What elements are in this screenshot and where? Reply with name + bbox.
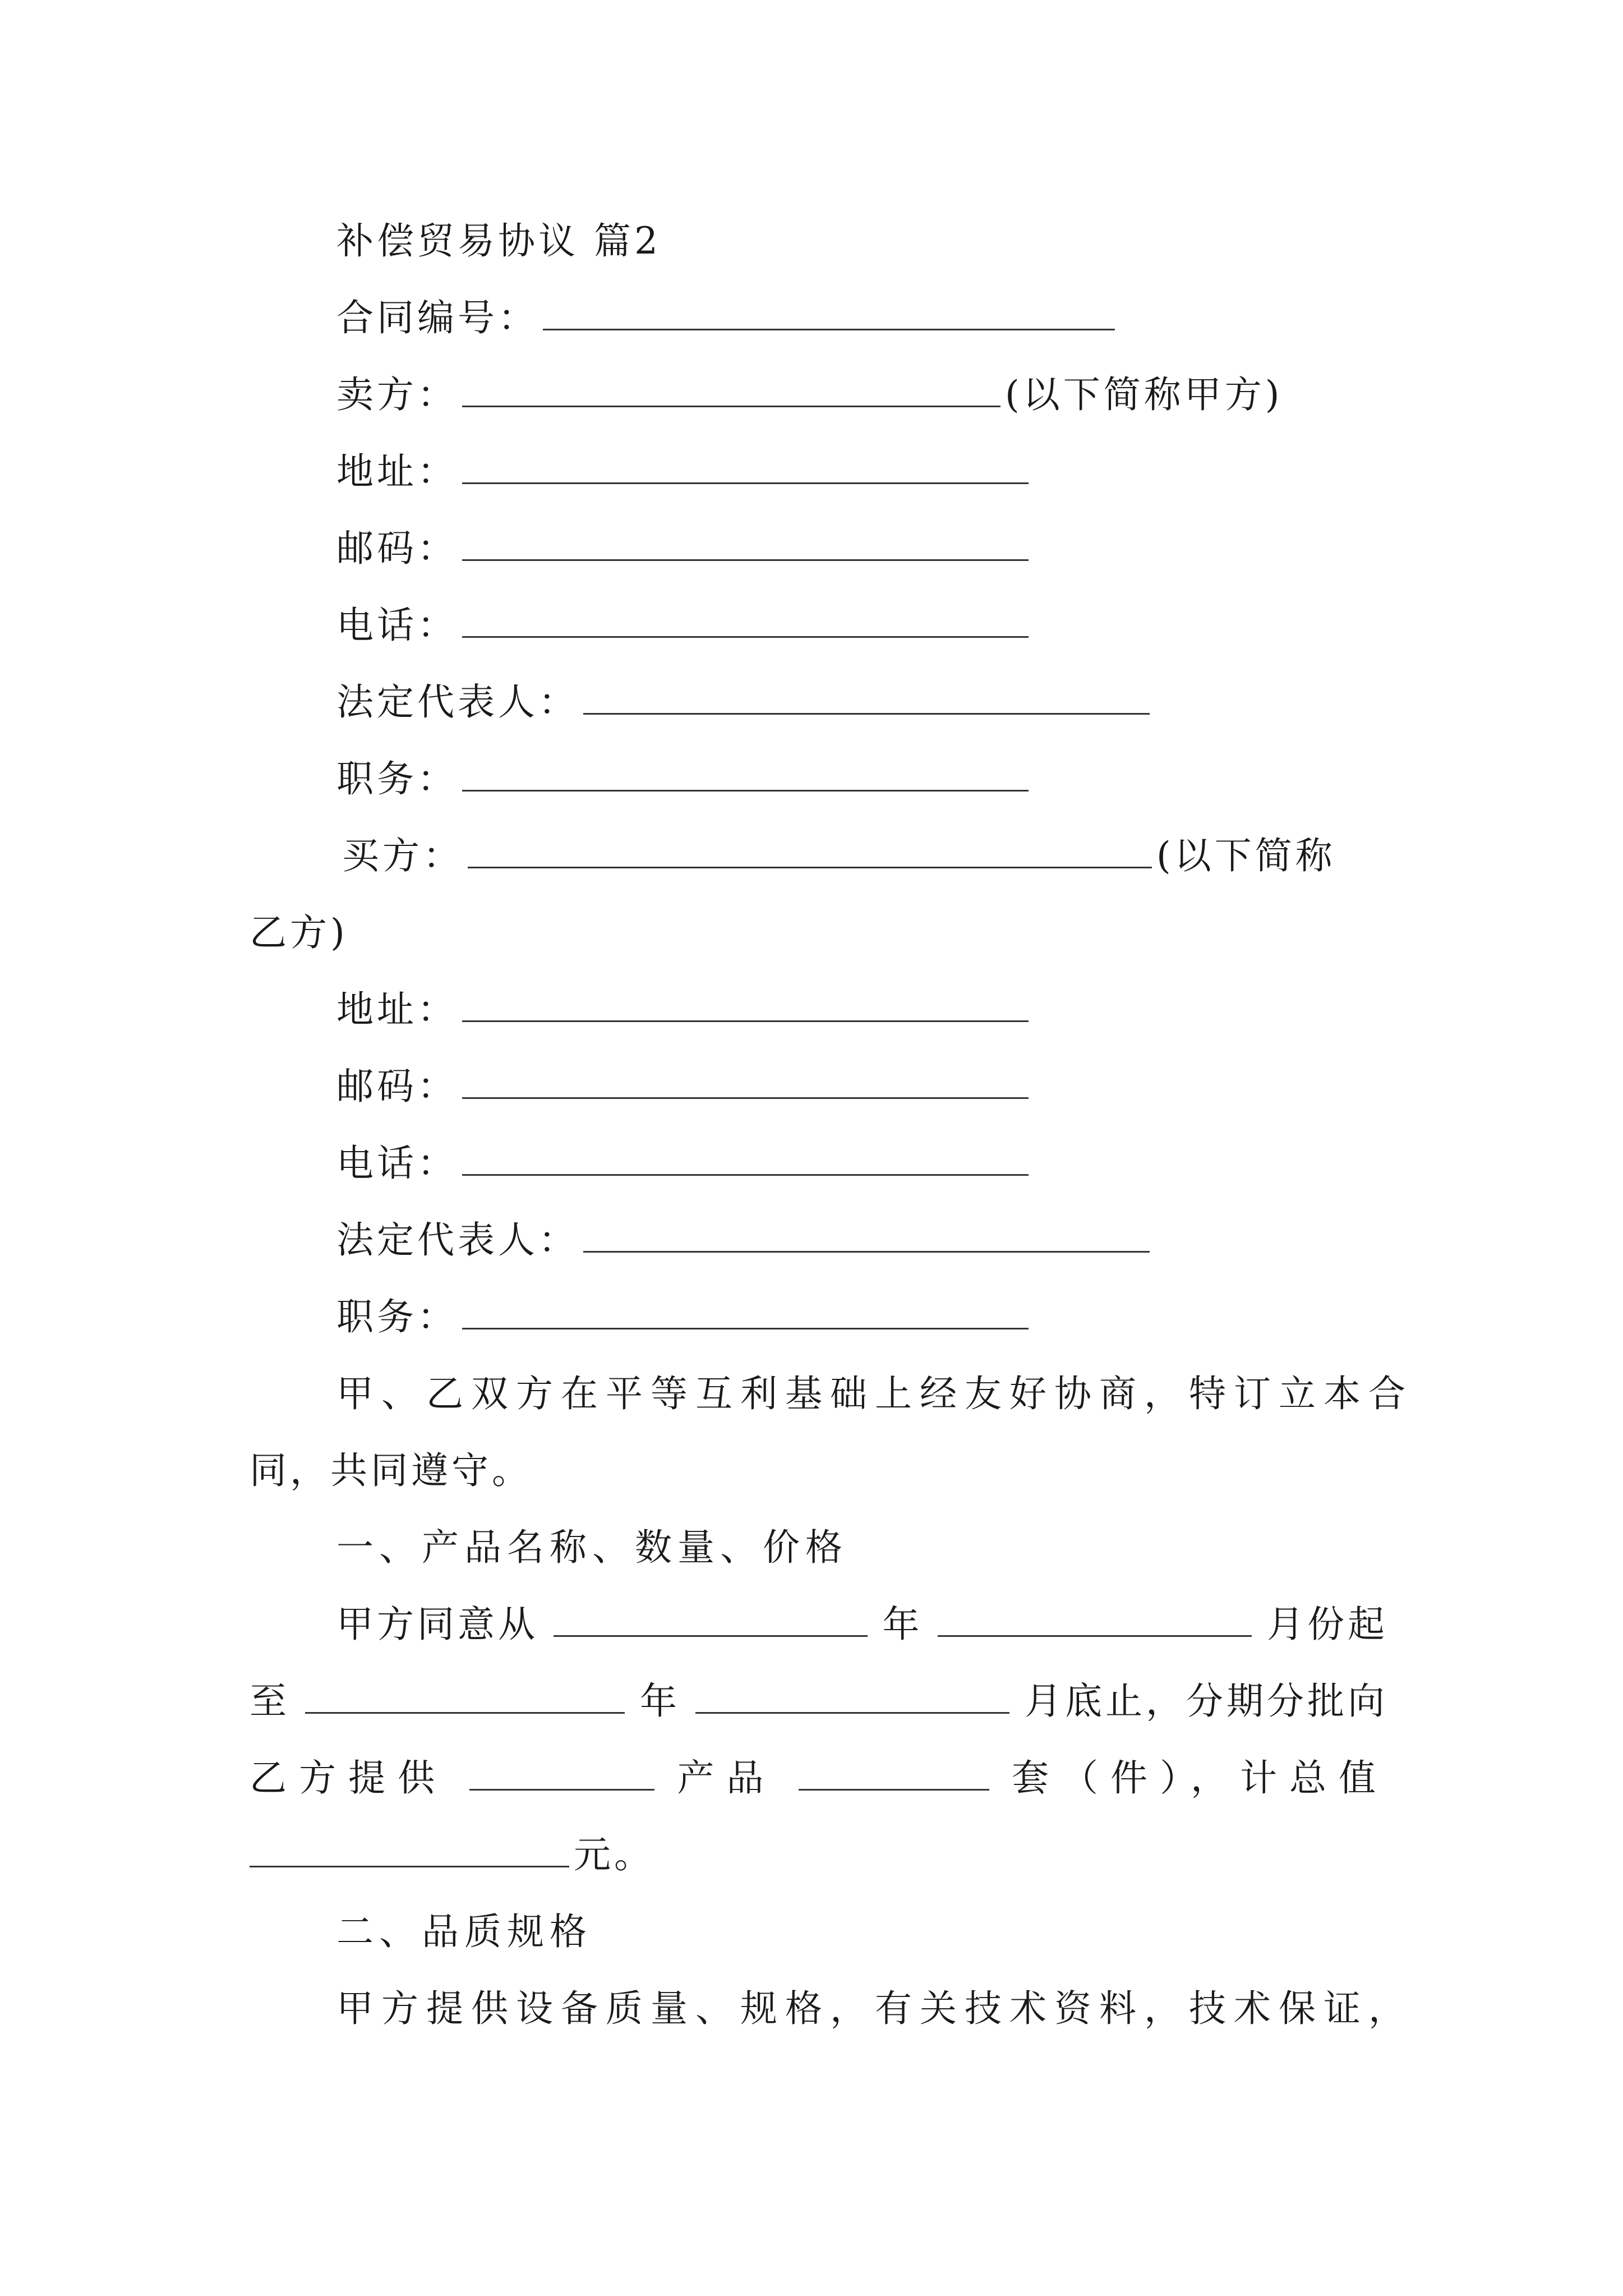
seller-position-label: 职务： bbox=[336, 757, 458, 800]
buyer-position-row bbox=[336, 1292, 1033, 1342]
seller-label: 卖方： bbox=[336, 373, 458, 416]
s1-product-label: 产品 bbox=[677, 1756, 776, 1800]
section1-heading: 一、产品名称、数量、价格 bbox=[336, 1526, 848, 1569]
seller-zip-row bbox=[336, 523, 1033, 574]
s1-product-blank[interactable] bbox=[469, 1755, 654, 1791]
s1-year-label-2: 年 bbox=[640, 1680, 680, 1723]
buyer-position-label: 职务： bbox=[336, 1295, 458, 1338]
seller-rep-blank[interactable] bbox=[583, 679, 1150, 715]
s1-supply-label: 乙方提供 bbox=[250, 1756, 447, 1800]
seller-row bbox=[336, 370, 1283, 420]
seller-address-blank[interactable] bbox=[462, 449, 1029, 484]
s1-total-label: 套（件），计总值 bbox=[1012, 1756, 1388, 1800]
buyer-row bbox=[342, 831, 1336, 881]
s1-month-end-label: 月底止，分期分批向 bbox=[1025, 1680, 1388, 1723]
seller-rep-label: 法定代表人： bbox=[336, 680, 579, 724]
seller-phone-label: 电话： bbox=[336, 604, 458, 647]
seller-address-row bbox=[336, 447, 1033, 497]
buyer-phone-blank[interactable] bbox=[462, 1140, 1029, 1176]
s1-month-start-label: 月份起 bbox=[1267, 1603, 1388, 1646]
buyer-name-blank[interactable] bbox=[468, 833, 1152, 868]
section1-line-4 bbox=[250, 1830, 654, 1880]
section2-line-1: 甲方提供设备质量、规格，有关技术资料，技术保证， bbox=[336, 1987, 1413, 2030]
seller-position-blank[interactable] bbox=[462, 756, 1029, 792]
seller-address-label: 地址： bbox=[336, 450, 458, 493]
contract-no-row bbox=[336, 293, 1119, 343]
section1-line-3 bbox=[250, 1753, 1388, 1803]
s1-quantity-blank[interactable] bbox=[799, 1755, 989, 1791]
seller-zip-blank[interactable] bbox=[462, 526, 1029, 561]
seller-suffix: (以下简称甲方) bbox=[1005, 373, 1283, 416]
buyer-label: 买方： bbox=[342, 834, 463, 877]
buyer-address-label: 地址： bbox=[336, 988, 458, 1031]
buyer-zip-blank[interactable] bbox=[462, 1064, 1029, 1099]
buyer-rep-label: 法定代表人： bbox=[336, 1218, 579, 1262]
section2-heading: 二、品质规格 bbox=[336, 1910, 592, 1953]
seller-rep-row bbox=[336, 677, 1154, 728]
s1-start-month-blank[interactable] bbox=[938, 1602, 1252, 1637]
contract-no-blank[interactable] bbox=[543, 295, 1115, 330]
s1-year-label: 年 bbox=[882, 1603, 923, 1646]
seller-zip-label: 邮码： bbox=[336, 527, 458, 570]
buyer-phone-label: 电话： bbox=[336, 1142, 458, 1185]
section1-line-2 bbox=[250, 1676, 1388, 1727]
buyer-zip-row bbox=[336, 1061, 1033, 1112]
buyer-rep-blank[interactable] bbox=[583, 1217, 1150, 1253]
buyer-address-blank[interactable] bbox=[462, 987, 1029, 1022]
seller-phone-row bbox=[336, 600, 1033, 651]
s1-total-value-blank[interactable] bbox=[250, 1832, 569, 1867]
intro-line-2: 同，共同遵守。 bbox=[250, 1449, 532, 1492]
buyer-position-blank[interactable] bbox=[462, 1294, 1029, 1329]
buyer-suffix-wrap: 乙方) bbox=[250, 911, 348, 954]
s1-end-year-blank[interactable] bbox=[305, 1678, 625, 1714]
buyer-zip-label: 邮码： bbox=[336, 1065, 458, 1108]
buyer-suffix: (以下简称 bbox=[1156, 834, 1336, 877]
contract-no-label: 合同编号： bbox=[336, 296, 538, 339]
seller-phone-blank[interactable] bbox=[462, 602, 1029, 638]
section1-line-1 bbox=[336, 1599, 1388, 1650]
s1-yuan-label: 元。 bbox=[574, 1833, 654, 1876]
s1-to-label: 至 bbox=[250, 1680, 290, 1723]
buyer-phone-row bbox=[336, 1138, 1033, 1189]
doc-title: 补偿贸易协议 篇2 bbox=[336, 219, 661, 263]
s1-from-label: 甲方同意从 bbox=[336, 1603, 538, 1646]
buyer-rep-row bbox=[336, 1215, 1154, 1266]
intro-line-1: 甲、乙双方在平等互利基础上经友好协商，特订立本合 bbox=[336, 1372, 1413, 1415]
s1-start-year-blank[interactable] bbox=[554, 1602, 868, 1637]
seller-name-blank[interactable] bbox=[462, 372, 1000, 407]
s1-end-month-blank[interactable] bbox=[695, 1678, 1009, 1714]
buyer-address-row bbox=[336, 984, 1033, 1035]
seller-position-row bbox=[336, 754, 1033, 804]
